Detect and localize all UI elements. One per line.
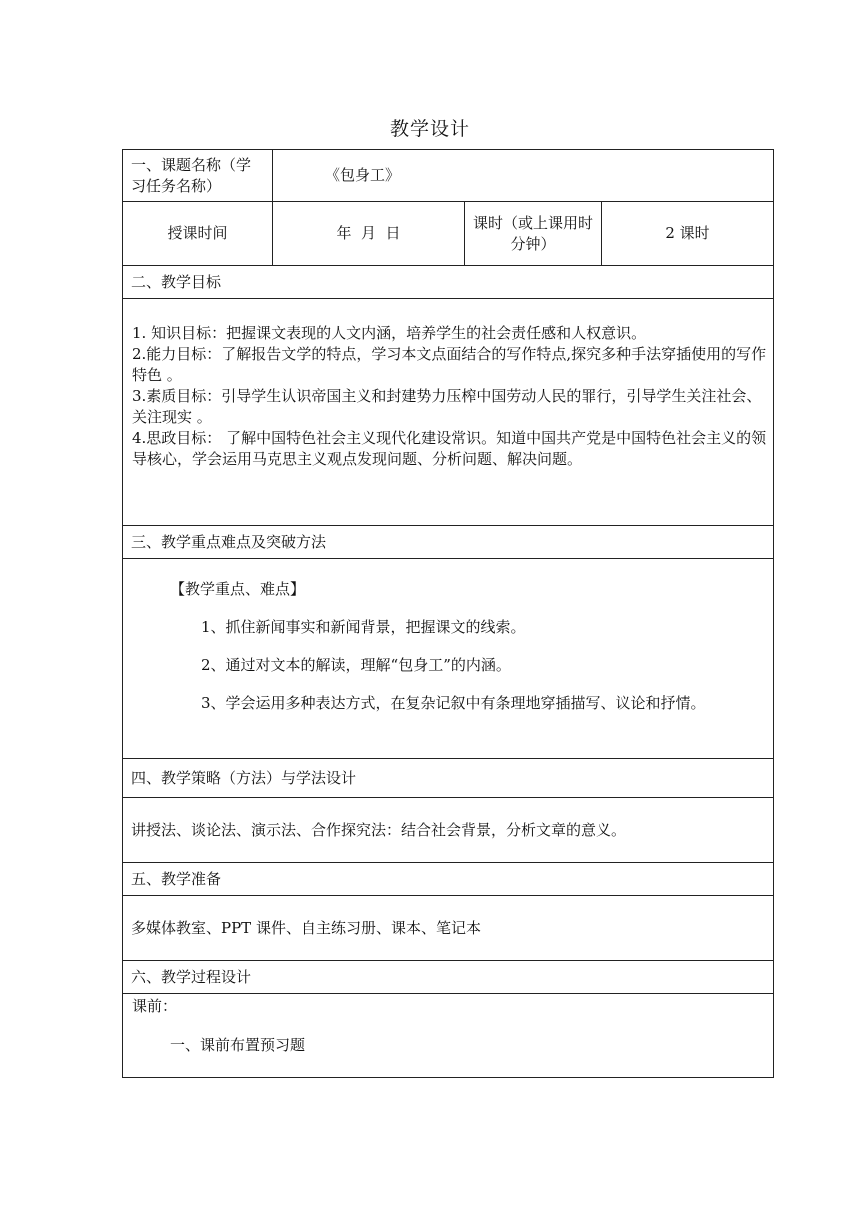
pre-class-item: 一、课前布置预习题 [170, 1036, 306, 1054]
key-points-subheading: 【教学重点、难点】 [170, 580, 306, 598]
topic-row [123, 150, 774, 202]
topic-label: 一、课题名称（学习任务名称） [123, 150, 273, 202]
key-point-item: 2、通过对文本的解读，理解“包身工”的内涵。 [201, 656, 511, 674]
preparation-content: 多媒体教室、PPT 课件、自主练习册、课本、笔记本 [123, 896, 774, 961]
lesson-plan-table [122, 149, 774, 1078]
time-label: 授课时间 [123, 202, 273, 266]
objective-item: 3.素质目标：引导学生认识帝国主义和封建势力压榨中国劳动人民的罪行，引导学生关注社会、关注现实 。 [132, 387, 762, 426]
key-points-heading: 三、教学重点难点及突破方法 [123, 526, 774, 559]
preparation-content-row [123, 896, 774, 961]
time-value: 年 月 日 [273, 202, 465, 266]
strategy-heading-row [123, 759, 774, 798]
objectives-heading-row [123, 266, 774, 299]
objectives-heading: 二、教学目标 [123, 266, 774, 299]
objectives-content-row [123, 299, 774, 526]
preparation-heading: 五、教学准备 [123, 863, 774, 896]
key-points-content-row [123, 559, 774, 759]
key-point-item: 3、学会运用多种表达方式，在复杂记叙中有条理地穿插描写、议论和抒情。 [201, 694, 706, 712]
time-row [123, 202, 774, 266]
process-heading: 六、教学过程设计 [123, 961, 774, 994]
objective-item: 1. 知识目标：把握课文表现的人文内涵，培养学生的社会责任感和人权意识。 [132, 324, 647, 342]
period-label: 课时（或上课用时 分钟） [465, 202, 602, 266]
process-content-row [123, 994, 774, 1078]
preparation-heading-row [123, 863, 774, 896]
page-title: 教学设计 [389, 118, 470, 140]
key-points-heading-row [123, 526, 774, 559]
process-heading-row [123, 961, 774, 994]
strategy-content-row [123, 798, 774, 863]
pre-class-label: 课前： [132, 997, 178, 1015]
objective-item: 4.思政目标： 了解中国特色社会主义现代化建设常识。知道中国共产党是中国特色社会主义的领导核心，学会运用马克思主义观点发现问题、分析问题、解决问题。 [132, 429, 767, 468]
period-value: 2 课时 [602, 202, 774, 266]
strategy-heading: 四、教学策略（方法）与学法设计 [123, 759, 774, 798]
strategy-content: 讲授法、谈论法、演示法、合作探究法：结合社会背景，分析文章的意义。 [123, 798, 774, 863]
key-point-item: 1、抓住新闻事实和新闻背景，把握课文的线索。 [201, 618, 526, 636]
objective-item: 2.能力目标：了解报告文学的特点，学习本文点面结合的写作特点,探究多种手法穿插使用的写作特色 。 [132, 345, 767, 384]
topic-value: 《包身工》 [273, 150, 774, 202]
